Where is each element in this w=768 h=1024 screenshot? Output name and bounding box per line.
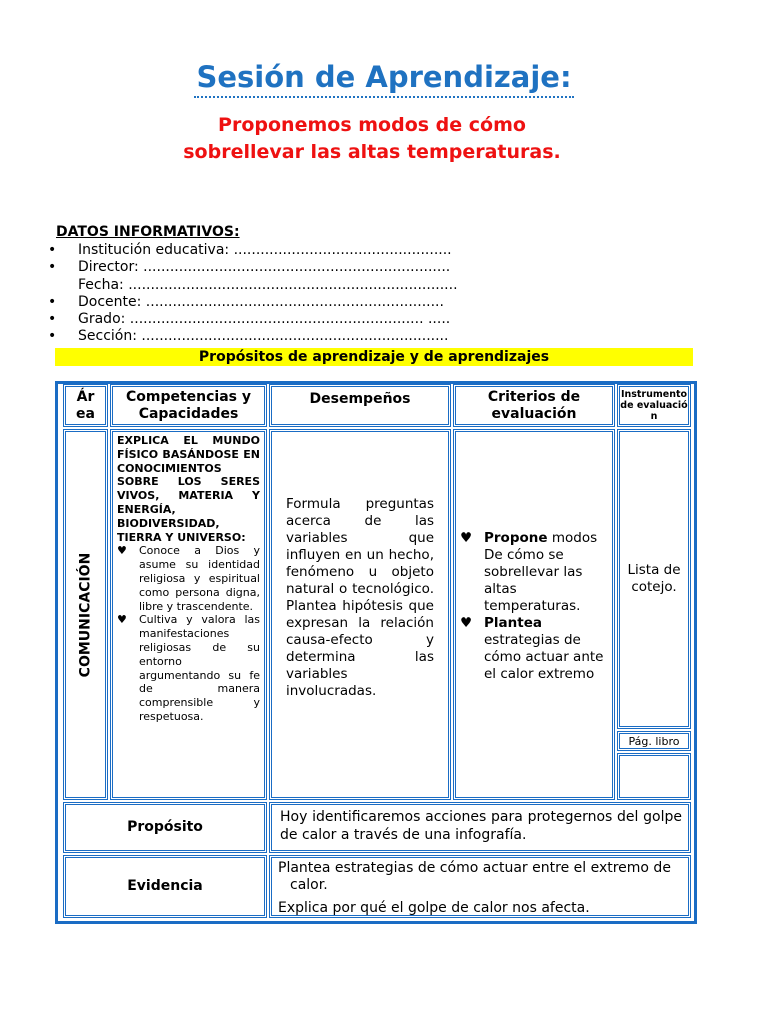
heart-icon: ♥: [117, 613, 127, 627]
datos-heading: DATOS INFORMATIVOS:: [56, 224, 240, 240]
header-area-text: Área: [76, 388, 95, 422]
header-instrumento: [617, 384, 691, 427]
criterios-list: [456, 432, 612, 683]
proposito-cell: [269, 802, 691, 853]
evidencia-label: Evidencia: [127, 878, 203, 894]
header-desempenos: [269, 384, 451, 427]
title-text: Sesión de Aprendizaje:: [194, 60, 573, 98]
proposito-label: Propósito: [127, 819, 203, 835]
proposito-text: Hoy identificaremos acciones para protegernos del golpe de calor a través de una infografía.: [280, 809, 682, 843]
capacidad-text: Cultiva y valora las manifestaciones religiosas de su entorno argumentando su fe de manera comprensible y respetuosa.: [139, 613, 260, 723]
desempenos-cell: [269, 429, 451, 800]
capacidad-text: Conoce a Dios y asume su identidad religiosa y espiritual como persona digna, libre y trascendente.: [139, 544, 260, 613]
header-desempenos-text: Desempeños: [309, 391, 411, 407]
desempeno-text: Formula preguntas acerca de las variables que influyen en un hecho, fenómeno u objeto natural o tecnológico. Plantea hipótesis que expresan la relación causa-efecto y determina las variables involucradas.: [286, 496, 434, 699]
criterio-item: [460, 530, 606, 615]
heart-icon: ♥: [117, 544, 127, 558]
header-area: [63, 384, 108, 427]
datos-item: • Institución educativa: .................................................: [48, 242, 458, 259]
header-criterios: [453, 384, 615, 427]
evidencia-cell: [269, 855, 691, 918]
proposito-label-cell: [63, 802, 267, 853]
competencias-cell: [110, 429, 267, 800]
instrumento-text: Lista de cotejo.: [627, 562, 681, 595]
datos-item: • Director: .....................................................................: [48, 259, 458, 276]
criterio-verb: Plantea: [484, 615, 542, 631]
page-title: [0, 60, 768, 94]
criterio-text: estrategias de cómo actuar ante el calor extremo: [484, 632, 604, 682]
datos-item: • Grado: .................................................................. .....: [48, 311, 458, 328]
area-cell: [63, 429, 108, 800]
datos-item: • Docente: ...................................................................: [48, 294, 458, 311]
purpose-banner: Propósitos de aprendizaje y de aprendizajes: [55, 348, 693, 366]
capacidad-item: [117, 544, 260, 613]
pag-libro-text: Pág. libro: [628, 734, 680, 748]
header-competencias: [110, 384, 267, 427]
datos-item: • Sección: .....................................................................: [48, 328, 458, 345]
area-text: COMUNICACIÓN: [77, 552, 94, 677]
criterios-cell: [453, 429, 615, 800]
subtitle-line-1: Proponemos modos de cómo: [218, 114, 526, 136]
instrumento-cell: [617, 429, 691, 729]
header-competencias-text: Competencias y Capacidades: [125, 388, 252, 422]
heart-icon: ♥: [460, 530, 473, 546]
subtitle: [0, 112, 744, 166]
evidencia-label-cell: [63, 855, 267, 918]
header-instrumento-text: Instrumento de evaluación: [620, 389, 688, 422]
criterio-text: modos De cómo se sobrellevar las altas temperaturas.: [484, 530, 598, 614]
evidencia-2: Explica por qué el golpe de calor nos afecta.: [278, 900, 590, 916]
criterio-verb: Propone: [484, 530, 548, 546]
competencia-text: EXPLICA EL MUNDO FÍSICO BASÁNDOSE EN CONOCIMIENTOS SOBRE LOS SERES VIVOS, MATERIA Y ENERGÍA, BIODIVERSIDAD, TIERRA Y UNIVERSO:: [117, 434, 260, 544]
datos-list: [48, 242, 458, 346]
criterio-item: [460, 615, 606, 683]
pag-libro-cell: [617, 731, 691, 751]
datos-item: Fecha: ..........................................................................: [78, 276, 458, 293]
evidencia-1: Plantea estrategias de cómo actuar entre el extremo de calor.: [278, 860, 671, 893]
subtitle-line-2: sobrellevar las altas temperaturas.: [183, 141, 561, 163]
capacidad-item: [117, 613, 260, 723]
capacidades-list: [113, 544, 264, 723]
instrumento-blank-cell: [617, 753, 691, 800]
header-criterios-text: Criterios de evaluación: [487, 388, 581, 422]
heart-icon: ♥: [460, 615, 473, 631]
